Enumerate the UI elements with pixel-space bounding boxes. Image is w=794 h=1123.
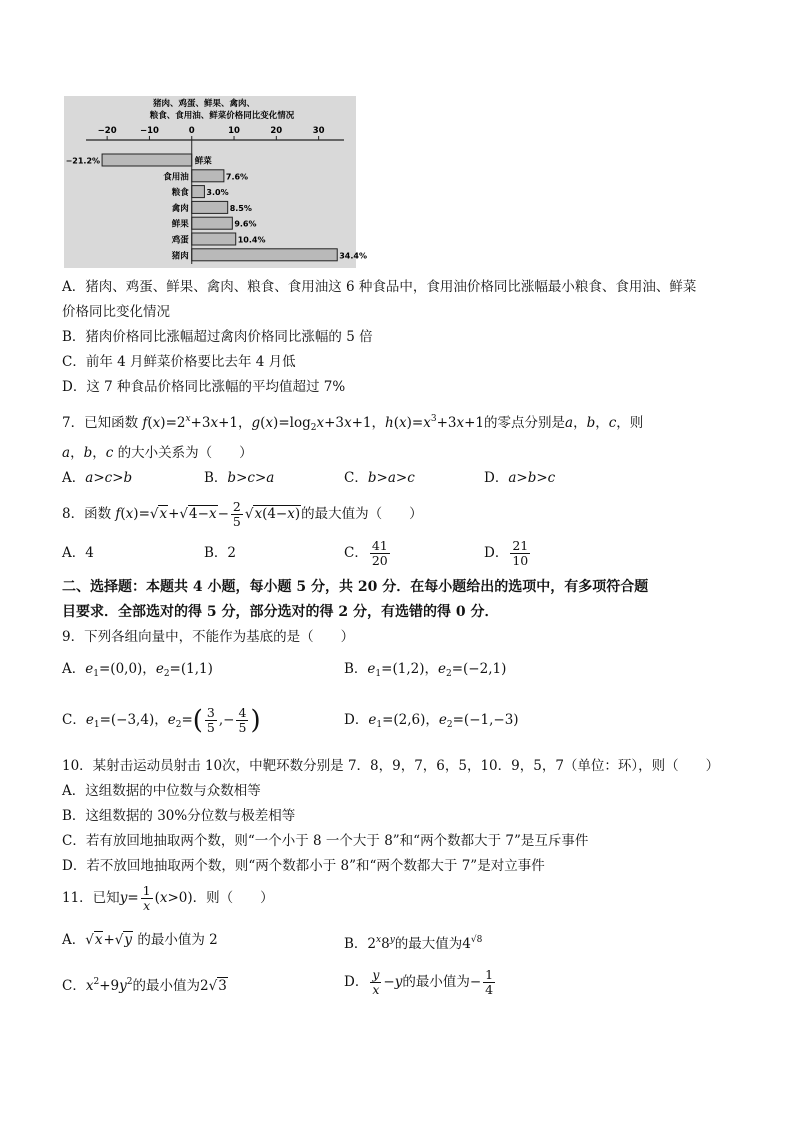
q6-option-d: D．这 7 种食品价格同比涨幅的平均值超过 7% [62,379,346,395]
q7-formulas: $f(x)=2^x+3x+1$，$g(x)=\log_2x+3x+1$，$h(x)=x^3+3x+1$ [142,414,485,433]
q7-stem: 7．已知函数 $f(x)=2^x+3x+1$，$g(x)=\log_2x+3x+1$，$h(x)=x^3+3x+1$的零点分别是a，b，c，则 [62,414,644,433]
category-label: 食用油 [163,172,189,183]
q7-prefix: 7．已知函数 [62,415,139,431]
q10-option-a: A．这组数据的中位数与众数相等 [62,783,261,799]
chart-title-line2: 粮食、食用油、鲜菜价格同比变化情况 [149,111,295,121]
chart-title-line1: 猪肉、鸡蛋、鲜果、禽肉、 [152,99,256,109]
value-label: 34.4% [339,251,367,261]
q7-stem-line2: a，b，c 的大小关系为（ ） [62,445,253,461]
value-label: 3.0% [206,188,229,198]
category-label: 鲜菜 [194,156,212,167]
q10-option-d: D．若不放回地抽取两个数，则“两个数都小于 8”和“两个数都大于 7”是对立事件 [62,858,545,874]
value-label: 8.5% [229,203,252,213]
q9-stem: 9．下列各组向量中，不能作为基底的是（ ） [62,629,355,645]
q7-option-c: C．b>a>c [344,470,415,486]
q8-option-a: A．4 [62,545,94,561]
category-label: 禽肉 [171,203,189,214]
q8-stem: 8．函数 f(x)=√x+√4−x− $\frac{2}{5}$ √x(4−x)的最大值为（ ） [62,499,423,529]
q7-end: ，则 [616,415,644,431]
q10-option-c: C．若有放回地抽取两个数，则“一个小于 8 一个大于 8”和“两个数都大于 7”是互斥事件 [62,833,589,849]
x-tick-label: 10 [228,126,240,136]
bar-5 [192,233,236,245]
category-label: 鲜果 [171,219,189,230]
q6-option-a-line1: A．猪肉、鸡蛋、鲜果、禽肉、粮食、食用油这 6 种食品中，食用油价格同比涨幅最小粮食、食用油、鲜菜 [62,279,697,295]
x-tick-label: 20 [270,126,283,136]
bar-2 [192,186,205,198]
q8-option-c: C． $\frac{41}{20}$ [344,538,388,568]
q11-option-b: B．2$^x$8$^y$的最大值为$4^{√8}$ [344,935,483,952]
value-label: −21.2% [65,156,101,166]
q6-option-b: B．猪肉价格同比涨幅超过禽肉价格同比涨幅的 5 倍 [62,329,373,345]
q8-option-d: D． $\frac{21}{10}$ [484,538,529,568]
q6-option-a-line2: 价格同比变化情况 [62,304,170,320]
x-tick-label: −10 [139,126,159,136]
value-label: 7.6% [225,172,249,182]
q11-option-d: D． $\frac{y}{x}$ −y的最小值为− $\frac{1}{4}$ [344,967,494,997]
bar-3 [192,201,228,213]
category-label: 粮食 [171,188,189,199]
q10-stem: 10．某射击运动员射击 10次，中靶环数分别是 7．8，9，7，6，5，10．9，5，7（单位：环），则（ ） [62,758,720,774]
q7-option-a: A．a>c>b [62,470,133,486]
q11-stem: 11．已知y= $\frac{1}{x}$ (x>0)．则（ ） [62,883,274,913]
bar-0 [102,154,192,166]
q6-option-c: C．前年 4 月鲜菜价格要比去年 4 月低 [62,354,296,370]
x-tick-label: −20 [97,126,117,136]
category-label: 猪肉 [171,251,189,262]
q11-option-c: C．$x^2+9y^2$的最小值为2√3 [62,977,227,994]
q7-option-b: B．b>c>a [204,470,275,486]
price-change-bar-chart [64,96,367,268]
value-label: 9.6% [234,219,257,229]
q7-middle: 的零点分别是 [484,415,566,431]
x-tick-label: 30 [312,126,325,136]
q9-option-a: A．$e_1=(0,0)$，$e_2=(1,1)$ [62,661,213,679]
q9-option-c: C．$e_1=(-3,4)$，$e_2=$( $\frac{3}{5}$ ,− $\frac{4}{5}$ ) [62,705,261,736]
q9-option-d: D．$e_1=(2,6)$，$e_2=(-1,-3)$ [344,712,519,730]
x-tick-label: 0 [188,126,195,136]
q8-option-b: B．2 [204,545,237,561]
q7-option-d: D．a>b>c [484,470,556,486]
section-2-heading-line1: 二、选择题：本题共 4 小题，每小题 5 分，共 20 分．在每小题给出的选项中，有多项符合题 [62,579,649,595]
category-label: 鸡蛋 [171,235,189,246]
value-label: 10.4% [237,235,266,245]
section-2-heading-line2: 目要求．全部选对的得 5 分，部分选对的得 2 分，有选错的得 0 分． [62,604,499,620]
bar-6 [192,249,337,261]
q11-option-a: A．√x+√y 的最小值为 2 [62,932,218,948]
bar-1 [192,170,224,182]
q10-option-b: B．这组数据的 30%分位数与极差相等 [62,808,296,824]
q9-option-b: B．$e_1=(1,2)$，$e_2=(-2,1)$ [344,661,507,679]
bar-4 [192,217,233,229]
